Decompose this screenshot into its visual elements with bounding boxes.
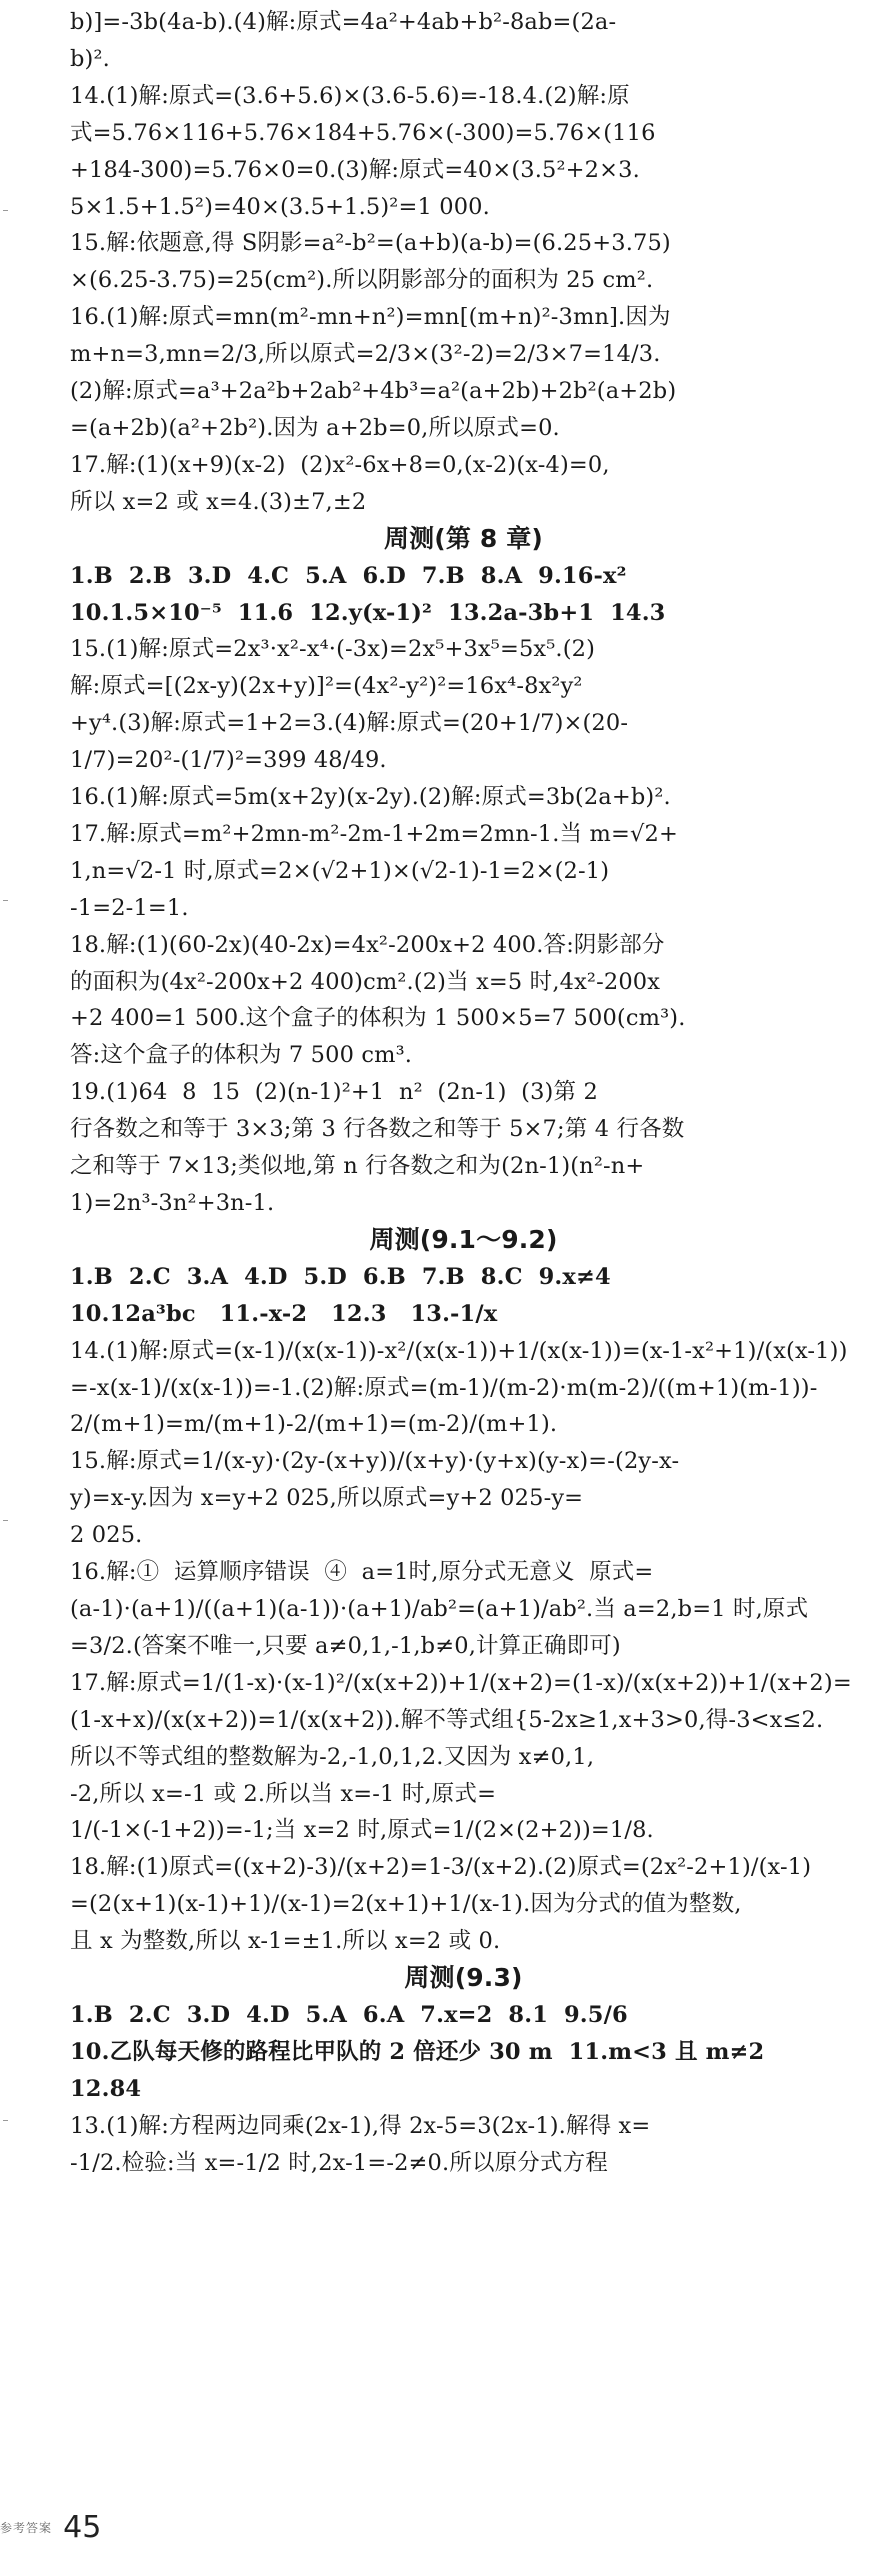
solution-line: 2/(m+1)=m/(m+1)-2/(m+1)=(m-2)/(m+1). — [70, 1411, 558, 1438]
section-heading: 周测(9.1～9.2) — [369, 1224, 558, 1254]
solution-line: 17.解:原式=m²+2mn-m²-2m-1+2m=2mn-1.当 m=√2+ — [70, 820, 678, 847]
solution-line: (a-1)·(a+1)/((a+1)(a-1))·(a+1)/ab²=(a+1)/ab².当 a=2,b=1 时,原式 — [70, 1595, 809, 1622]
solution-line: 1,n=√2-1 时,原式=2×(√2+1)×(√2-1)-1=2×(2-1) — [70, 857, 610, 884]
answer-key-line: 1.B 2.C 3.A 4.D 5.D 6.B 7.B 8.C 9.x≠4 — [70, 1263, 611, 1290]
binding-edge-marks — [0, 0, 12, 2559]
solution-line: 2 025. — [70, 1522, 143, 1549]
solution-line: 1/7)=20²-(1/7)²=399 48/49. — [70, 747, 387, 774]
page-number: 45 — [63, 2510, 102, 2545]
solution-line: +2 400=1 500.这个盒子的体积为 1 500×5=7 500(cm³). — [70, 1005, 686, 1032]
solution-line: 式=5.76×116+5.76×184+5.76×(-300)=5.76×(116 — [70, 119, 656, 146]
solution-line: 且 x 为整数,所以 x-1=±1.所以 x=2 或 0. — [70, 1928, 501, 1955]
section-heading: 周测(第 8 章) — [383, 523, 543, 553]
answer-content — [70, 4, 857, 2181]
solution-line: 15.解:依题意,得 S阴影=a²-b²=(a+b)(a-b)=(6.25+3.75) — [70, 230, 671, 257]
solution-line: =-x(x-1)/(x(x-1))=-1.(2)解:原式=(m-1)/(m-2)·m(m-2)/((m+1)(m-1))- — [70, 1374, 818, 1401]
answer-key-line: 10.1.5×10⁻⁵ 11.6 12.y(x-1)² 13.2a-3b+1 14.3 — [70, 599, 666, 626]
solution-line: 15.(1)解:原式=2x³·x²-x⁴·(-3x)=2x⁵+3x⁵=5x⁵.(2) — [70, 636, 596, 663]
answer-key-line: 12.84 — [70, 2075, 142, 2102]
solution-line: 行各数之和等于 3×3;第 3 行各数之和等于 5×7;第 4 行各数 — [70, 1116, 685, 1143]
footer-label: 参考答案 — [0, 2521, 53, 2535]
solution-line: ×(6.25-3.75)=25(cm²).所以阴影部分的面积为 25 cm². — [70, 267, 654, 294]
solution-line: 18.解:(1)原式=((x+2)-3)/(x+2)=1-3/(x+2).(2)原式=(2x²-2+1)/(x-1) — [70, 1854, 812, 1881]
solution-line: b)². — [70, 45, 110, 72]
solution-line: (1-x+x)/(x(x+2))=1/(x(x+2)).解不等式组{5-2x≥1,x+3>0,得-3<x≤2. — [70, 1706, 824, 1733]
edge-tick — [3, 2120, 8, 2121]
solution-line: 之和等于 7×13;类似地,第 n 行各数之和为(2n-1)(n²-n+ — [70, 1153, 645, 1180]
edge-tick — [3, 1520, 8, 1521]
solution-line: 16.解:① 运算顺序错误 ④ a=1时,原分式无意义 原式= — [70, 1559, 654, 1586]
solution-line: 1/(-1×(-1+2))=-1;当 x=2 时,原式=1/(2×(2+2))=1/8. — [70, 1817, 654, 1844]
solution-line: 的面积为(4x²-200x+2 400)cm².(2)当 x=5 时,4x²-200x — [70, 968, 661, 995]
answer-key-line: 1.B 2.B 3.D 4.C 5.A 6.D 7.B 8.A 9.16-x² — [70, 562, 627, 589]
page-footer — [0, 2510, 101, 2545]
solution-line: 19.(1)64 8 15 (2)(n-1)²+1 n² (2n-1) (3)第 2 — [70, 1079, 598, 1106]
solution-line: +184-300)=5.76×0=0.(3)解:原式=40×(3.5²+2×3. — [70, 156, 640, 183]
solution-line: 16.(1)解:原式=mn(m²-mn+n²)=mn[(m+n)²-3mn].因为 — [70, 304, 671, 331]
solution-line: =(a+2b)(a²+2b²).因为 a+2b=0,所以原式=0. — [70, 414, 560, 441]
answer-key-line: 10.12a³bc 11.-x-2 12.3 13.-1/x — [70, 1300, 498, 1327]
edge-tick — [3, 210, 8, 211]
answer-key-line: 1.B 2.C 3.D 4.D 5.A 6.A 7.x=2 8.1 9.5/6 — [70, 2001, 628, 2028]
solution-line: 所以 x=2 或 x=4.(3)±7,±2 — [70, 488, 367, 515]
solution-line: -2,所以 x=-1 或 2.所以当 x=-1 时,原式= — [70, 1780, 497, 1807]
solution-line: 5×1.5+1.5²)=40×(3.5+1.5)²=1 000. — [70, 193, 490, 220]
solution-line: 13.(1)解:方程两边同乘(2x-1),得 2x-5=3(2x-1).解得 x= — [70, 2112, 651, 2139]
solution-line: 14.(1)解:原式=(x-1)/(x(x-1))-x²/(x(x-1))+1/(x(x-1))=(x-1-x²+1)/(x(x-1)) — [70, 1337, 848, 1364]
solution-line: y)=x-y.因为 x=y+2 025,所以原式=y+2 025-y= — [70, 1485, 584, 1512]
solution-line: 答:这个盒子的体积为 7 500 cm³. — [70, 1042, 413, 1069]
solution-line: 17.解:原式=1/(1-x)·(x-1)²/(x(x+2))+1/(x+2)=(1-x)/(x(x+2))+1/(x+2)= — [70, 1669, 852, 1696]
solution-line: m+n=3,mn=2/3,所以原式=2/3×(3²-2)=2/3×7=14/3. — [70, 341, 661, 368]
section-heading: 周测(9.3) — [404, 1963, 523, 1993]
solution-line: -1/2.检验:当 x=-1/2 时,2x-1=-2≠0.所以原分式方程 — [70, 2149, 608, 2176]
solution-line: -1=2-1=1. — [70, 894, 189, 921]
solution-line: +y⁴.(3)解:原式=1+2=3.(4)解:原式=(20+1/7)×(20- — [70, 710, 629, 737]
solution-line: 17.解:(1)(x+9)(x-2) (2)x²-6x+8=0,(x-2)(x-4)=0, — [70, 451, 610, 478]
answer-key-line: 10.乙队每天修的路程比甲队的 2 倍还少 30 m 11.m<3 且 m≠2 — [70, 2038, 765, 2065]
edge-tick — [3, 900, 8, 901]
solution-line: 16.(1)解:原式=5m(x+2y)(x-2y).(2)解:原式=3b(2a+b)². — [70, 784, 671, 811]
solution-line: 解:原式=[(2x-y)(2x+y)]²=(4x²-y²)²=16x⁴-8x²y² — [70, 673, 583, 700]
solution-line: =(2(x+1)(x-1)+1)/(x-1)=2(x+1)+1/(x-1).因为分式的值为整数, — [70, 1891, 742, 1918]
solution-line: 14.(1)解:原式=(3.6+5.6)×(3.6-5.6)=-18.4.(2)解:原 — [70, 82, 630, 109]
solution-line: 18.解:(1)(60-2x)(40-2x)=4x²-200x+2 400.答:阴影部分 — [70, 931, 665, 958]
solution-line: =3/2.(答案不唯一,只要 a≠0,1,-1,b≠0,计算正确即可) — [70, 1632, 621, 1659]
solution-line: 所以不等式组的整数解为-2,-1,0,1,2.又因为 x≠0,1, — [70, 1743, 595, 1770]
solution-line: (2)解:原式=a³+2a²b+2ab²+4b³=a²(a+2b)+2b²(a+2b) — [70, 378, 677, 405]
solution-line: b)]=-3b(4a-b).(4)解:原式=4a²+4ab+b²-8ab=(2a- — [70, 9, 617, 35]
solution-line: 15.解:原式=1/(x-y)·(2y-(x+y))/(x+y)·(y+x)(y-x)=-(2y-x- — [70, 1448, 680, 1475]
solution-line: 1)=2n³-3n²+3n-1. — [70, 1190, 275, 1216]
